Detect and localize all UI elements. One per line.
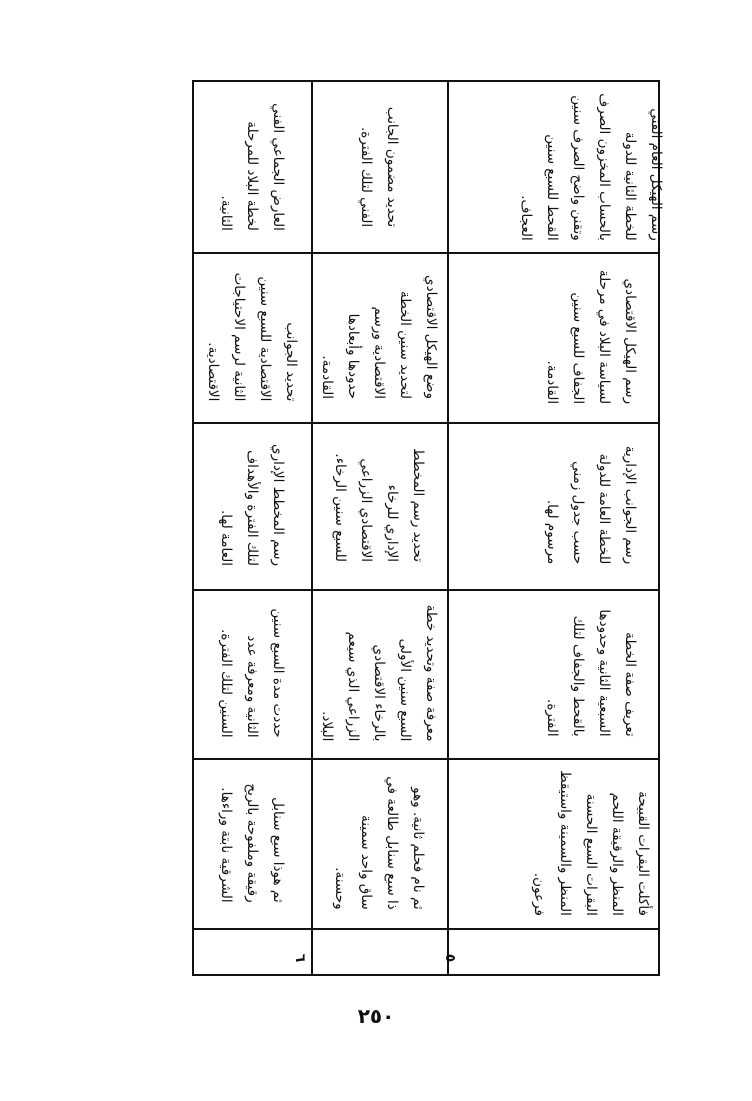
data-table [192, 80, 664, 976]
table-cell: رسم الهيكل الاقتصادي لسياسة البلاد في مرحلة الجفاف للسبع سنين القادمة. [544, 269, 638, 405]
table-cell: رسم الهيكل العام الفني للخطة الثانية للدولة بالحساب المخزون الصرف وتقنن واضح الصرف سنين القحط للسبع سنين العجاف. [518, 93, 664, 241]
table-cell: ثم هوذا سبع سنابل رقيقة وملفوحة بالريح الشرقية نابتة وراءها. [218, 783, 286, 903]
row-number: ٦ [292, 953, 308, 963]
column-divider [194, 928, 658, 930]
column-divider [194, 422, 658, 424]
page-number: ٢٥٠ [357, 1004, 395, 1028]
table-cell: تعريف صفة الخطة السبعية الثانية وحدودها بالقحط والجفاف لتلك الفترة. [544, 609, 638, 737]
table-cell: رسم المخطط الإداري لتلك الفترة والأهداف العامة لها. [218, 444, 286, 566]
table-cell: تحديد رسم المخطط الإداري للرخاء الاقتصادي الزراعي للسبع سنين الرخاء. [332, 447, 426, 563]
row-number: ٥ [442, 953, 458, 963]
table-cell: وضع الهيكل الاقتصادي لتحديد سنين الخطة الاقتصادية ورسم حدودها وأبعادها القادمة. [319, 275, 439, 399]
column-divider [194, 252, 658, 254]
table-cell: ثم نام فحلم ثانية. وهو ذا سبع سنابل طالعة في ساق واحد سمينة وحسنة. [332, 776, 426, 910]
table-cell: فأكلت البقرات القبيحة المنظر والرقيقة اللحم البقرات السبع الحسنة المنظر والسمينة واستيقظ فرعون. [531, 770, 651, 916]
column-divider [194, 758, 658, 760]
column-divider [194, 589, 658, 591]
table-cell: العارض الجماعي الفني لخطة البلاد للمرحلة الثانية. [218, 103, 286, 231]
row-divider [311, 82, 313, 974]
row-divider [447, 82, 449, 974]
table-cell: حددت مدة السبع سنين الثانية ومعرفة عدد السنين لتلك الفترة. [218, 608, 286, 738]
table-cell: تحديد مضمون الجانب الفني لتلك الفترة. [358, 106, 400, 228]
table-cell: رسم الجوانب الإدارية للخطة العامة للدولة حسب جدول زمني مرسوم لها. [544, 445, 638, 565]
table-cell: معرفة صفة وتحديد خطة السبع سنين الأولى بالرخاء الاقتصادي الزراعي الذي سيعم البلاد. [319, 604, 439, 742]
table-cell: تحديد الجوانب الاقتصادية للسبع سنين الثانية لرسم الاحتياجات الاقتصادية. [205, 272, 299, 402]
